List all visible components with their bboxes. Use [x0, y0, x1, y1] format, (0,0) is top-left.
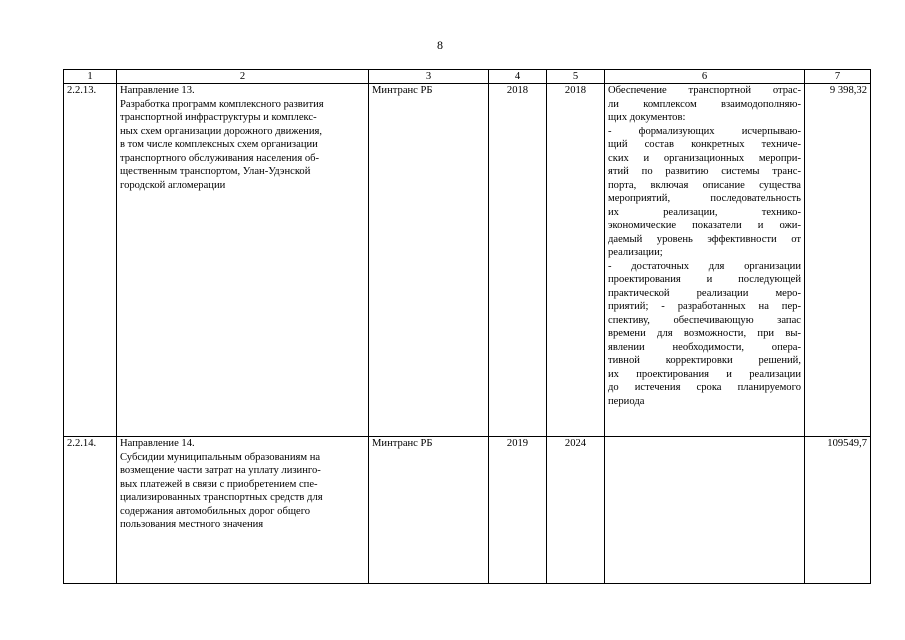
result-line: ских и организационных меропри- [608, 152, 801, 164]
result-line: ятий по развитию системы транс- [608, 166, 801, 177]
direction-line: пользования местного значения [120, 519, 264, 530]
header-col-4: 4 [489, 70, 547, 84]
header-col-3: 3 [369, 70, 489, 84]
result-line: проектирования и последующей [608, 274, 801, 285]
direction-line: циализированных транспортных средств для [120, 492, 323, 503]
row-end-year: 2018 [547, 84, 605, 437]
row-result [605, 437, 805, 584]
row-code: 2.2.14. [64, 437, 117, 584]
result-line: спективу, обеспечивающую запас [608, 314, 801, 326]
row-executor: Минтранс РБ [369, 84, 489, 437]
row-code: 2.2.13. [64, 84, 117, 437]
table-row [64, 437, 871, 584]
row-start-year: 2018 [489, 84, 547, 437]
result-line: - достаточных для организации [608, 260, 801, 272]
direction-line: в том числе комплексных схем организации [120, 139, 318, 150]
result-line: мероприятий, последовательность [608, 193, 801, 204]
direction-line: содержания автомобильных дорог общего [120, 505, 311, 517]
result-line: Обеспечение транспортной отрас- [608, 85, 801, 96]
row-executor: Минтранс РБ [369, 437, 489, 584]
row-start-year: 2019 [489, 437, 547, 584]
row-amount: 109549,7 [805, 437, 871, 584]
direction-line: Разработка программ комплексного развития [120, 98, 324, 110]
direction-line: Субсидии муниципальным образованиям на [120, 451, 321, 463]
direction-line: Направление 14. [120, 438, 195, 449]
result-line: реализации; [608, 247, 663, 258]
document-table [63, 69, 871, 584]
result-line: щих документов: [608, 112, 686, 123]
row-direction [117, 84, 369, 437]
table-header-row [64, 70, 871, 84]
result-line: приятий; - разработанных на пер- [608, 301, 801, 312]
direction-line: транспортной инфраструктуры и комплекс- [120, 112, 317, 123]
row-direction [117, 437, 369, 584]
direction-line: ных схем организации дорожного движения, [120, 125, 323, 137]
result-line: - формализующих исчерпываю- [608, 125, 801, 137]
header-col-6: 6 [605, 70, 805, 84]
direction-line: Направление 13. [120, 85, 195, 96]
page-number: 8 [437, 38, 443, 52]
result-line: порта, включая описание существа [608, 179, 801, 191]
result-line: щий состав конкретных техниче- [608, 139, 801, 150]
result-line: даемый уровень эффективности от [608, 233, 801, 245]
direction-line: возмещение части затрат на уплату лизинго- [120, 465, 321, 476]
result-line: их реализации, технико- [608, 206, 801, 218]
result-line: до истечения срока планируемого [608, 382, 801, 393]
result-line: тивной корректировки решений, [608, 355, 801, 366]
result-line: явлении необходимости, опера- [608, 341, 801, 353]
result-line: времени для возможности, при вы- [608, 328, 801, 339]
row-result [605, 84, 805, 437]
header-col-2: 2 [117, 70, 369, 84]
result-line: ли комплексом взаимодополняю- [608, 98, 801, 110]
direction-line: городской агломерации [120, 179, 226, 191]
row-end-year: 2024 [547, 437, 605, 584]
direction-line: вых платежей в связи с приобретением спе- [120, 478, 318, 490]
result-line: экономические показатели и ожи- [608, 220, 801, 231]
header-col-7: 7 [805, 70, 871, 84]
header-col-1: 1 [64, 70, 117, 84]
row-amount: 9 398,32 [805, 84, 871, 437]
direction-line: щественным транспортом, Улан-Удэнской [120, 166, 311, 177]
result-line: практической реализации меро- [608, 287, 801, 299]
result-line: их проектирования и реализации [608, 368, 801, 380]
direction-line: транспортного обслуживания населения об- [120, 152, 320, 164]
table-row [64, 84, 871, 437]
result-line: периода [608, 395, 645, 407]
header-col-5: 5 [547, 70, 605, 84]
